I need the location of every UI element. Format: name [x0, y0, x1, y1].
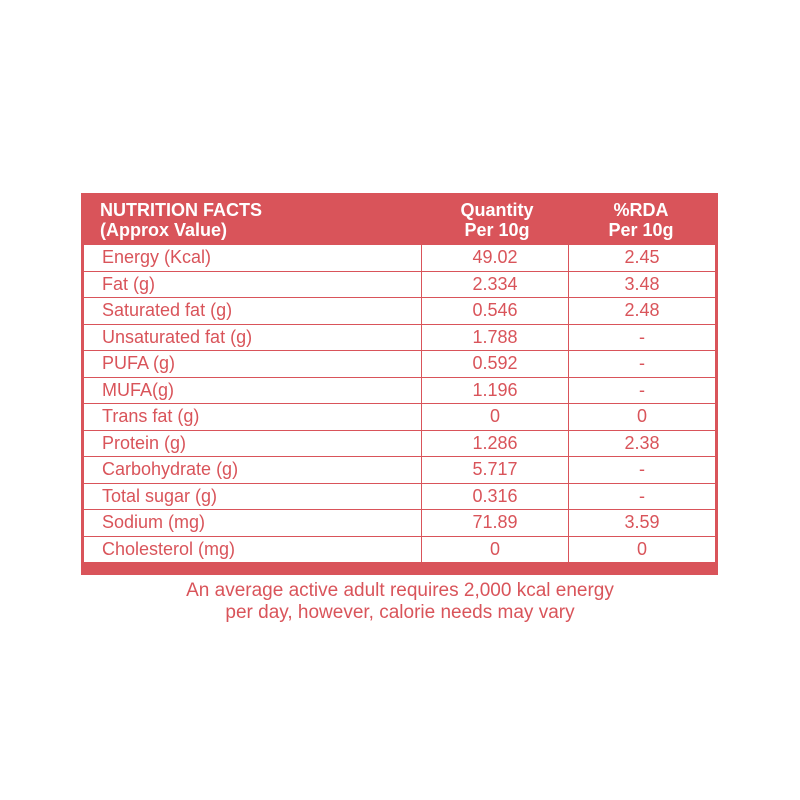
row-11-quantity: 0 — [422, 537, 568, 563]
row-4-rda: - — [569, 351, 715, 377]
row-9-rda: - — [569, 484, 715, 510]
row-10-quantity: 71.89 — [422, 510, 568, 536]
row-10-nutrient: Sodium (mg) — [84, 510, 421, 536]
row-3-quantity: 1.788 — [422, 325, 568, 351]
row-1-nutrient: Fat (g) — [84, 272, 421, 298]
row-2-nutrient: Saturated fat (g) — [84, 298, 421, 324]
row-7-nutrient: Protein (g) — [84, 431, 421, 457]
row-3-nutrient: Unsaturated fat (g) — [84, 325, 421, 351]
footnote-line-1: An average active adult requires 2,000 kcal energy — [186, 580, 614, 601]
row-5-nutrient: MUFA(g) — [84, 378, 421, 404]
header-quantity — [425, 200, 569, 240]
row-9-quantity: 0.316 — [422, 484, 568, 510]
row-8-quantity: 5.717 — [422, 457, 568, 483]
header-title: NUTRITION FACTS — [100, 200, 262, 220]
calorie-footnote — [0, 580, 800, 624]
header-rda-line1: %RDA — [613, 200, 669, 220]
header-rda-line2: Per 10g — [608, 220, 674, 240]
header-nutrition-facts — [100, 200, 262, 240]
row-2-quantity: 0.546 — [422, 298, 568, 324]
row-3-rda: - — [569, 325, 715, 351]
row-8-rda: - — [569, 457, 715, 483]
header-subtitle: (Approx Value) — [100, 220, 228, 240]
row-9-nutrient: Total sugar (g) — [84, 484, 421, 510]
row-11-nutrient: Cholesterol (mg) — [84, 537, 421, 563]
header-quantity-line1: Quantity — [460, 200, 534, 220]
row-4-nutrient: PUFA (g) — [84, 351, 421, 377]
row-5-quantity: 1.196 — [422, 378, 568, 404]
row-4-quantity: 0.592 — [422, 351, 568, 377]
row-2-rda: 2.48 — [569, 298, 715, 324]
row-0-nutrient: Energy (Kcal) — [84, 245, 421, 271]
row-7-quantity: 1.286 — [422, 431, 568, 457]
table-header — [81, 193, 718, 245]
row-11-rda: 0 — [569, 537, 715, 563]
row-10-rda: 3.59 — [569, 510, 715, 536]
row-6-nutrient: Trans fat (g) — [84, 404, 421, 430]
header-quantity-line2: Per 10g — [464, 220, 530, 240]
row-8-nutrient: Carbohydrate (g) — [84, 457, 421, 483]
row-6-quantity: 0 — [422, 404, 568, 430]
row-0-rda: 2.45 — [569, 245, 715, 271]
footnote-line-2: per day, however, calorie needs may vary — [225, 602, 575, 623]
row-0-quantity: 49.02 — [422, 245, 568, 271]
row-7-rda: 2.38 — [569, 431, 715, 457]
row-1-quantity: 2.334 — [422, 272, 568, 298]
row-6-rda: 0 — [569, 404, 715, 430]
row-5-rda: - — [569, 378, 715, 404]
nutrition-facts-table — [81, 193, 718, 575]
table-body — [84, 245, 715, 563]
header-rda — [569, 200, 713, 240]
row-1-rda: 3.48 — [569, 272, 715, 298]
